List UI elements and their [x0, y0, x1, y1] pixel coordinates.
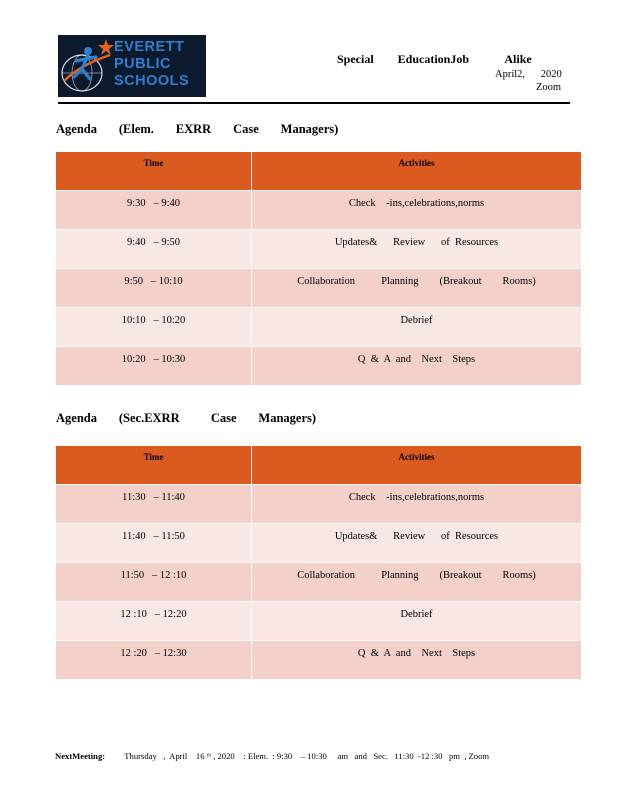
time-cell: 9:30 – 9:40 — [56, 191, 252, 229]
activity-cell: Collaboration Planning (Breakout Rooms) — [297, 276, 536, 287]
column-header-activities: Activities — [398, 452, 435, 462]
next-meeting-note — [55, 751, 489, 761]
table-row — [56, 230, 581, 269]
logo-line: SCHOOLS — [114, 73, 190, 89]
time-cell: 11:40 – 11:50 — [56, 524, 252, 562]
table-row — [56, 602, 581, 641]
activity-cell: Q & A and Next Steps — [357, 648, 476, 659]
table-row — [56, 563, 581, 602]
runner-globe-icon — [58, 35, 118, 97]
agenda-table-secondary — [56, 446, 581, 680]
table-row — [56, 269, 581, 308]
activity-cell: Check -ins,celebrations,norms — [348, 198, 485, 209]
time-cell: 9:50 – 10:10 — [56, 269, 252, 307]
table-row — [56, 308, 581, 347]
document-date: April2, 2020 — [495, 69, 562, 80]
activity-cell: Updates& Review of Resources — [334, 531, 499, 542]
logo-line: EVERETT — [114, 39, 185, 55]
time-cell: 12 :20 – 12:30 — [56, 641, 252, 679]
activity-cell: Debrief — [400, 315, 433, 326]
activity-cell: Check -ins,celebrations,norms — [348, 492, 485, 503]
table-header-row — [56, 152, 581, 191]
time-cell: 10:10 – 10:20 — [56, 308, 252, 346]
activity-cell: Updates& Review of Resources — [334, 237, 499, 248]
time-cell: 10:20 – 10:30 — [56, 347, 252, 385]
agenda-title-elementary: Agenda (Elem. EXRR Case Managers) — [56, 122, 339, 136]
column-header-activities: Activities — [398, 158, 435, 168]
column-header-time: Time — [56, 152, 252, 190]
next-meeting-label: NextMeeting: — [55, 751, 106, 761]
time-cell: 9:40 – 9:50 — [56, 230, 252, 268]
time-cell: 11:30 – 11:40 — [56, 485, 252, 523]
document-location: Zoom — [536, 82, 562, 93]
table-row — [56, 347, 581, 386]
logo-line: PUBLIC — [114, 56, 171, 72]
time-cell: 11:50 – 12 :10 — [56, 563, 252, 601]
logo-text — [114, 39, 206, 90]
next-meeting-details: Thursday , April 16 ᵗʰ , 2020 : Elem. : 9:30 – 10:30 am and Sec. 11:30 -12 :30 pm , Zoom — [124, 751, 490, 761]
agenda-title-secondary: Agenda (Sec.EXRR Case Managers) — [56, 411, 317, 425]
time-cell: 12 :10 – 12:20 — [56, 602, 252, 640]
agenda-table-elementary — [56, 152, 581, 386]
activity-cell: Q & A and Next Steps — [357, 354, 476, 365]
table-row — [56, 191, 581, 230]
document-title: Special EducationJob Alike — [337, 52, 532, 66]
activity-cell: Debrief — [400, 609, 433, 620]
table-header-row — [56, 446, 581, 485]
column-header-time: Time — [56, 446, 252, 484]
district-logo — [58, 35, 206, 97]
table-row — [56, 641, 581, 680]
table-row — [56, 524, 581, 563]
header-divider — [58, 102, 570, 104]
table-row — [56, 485, 581, 524]
activity-cell: Collaboration Planning (Breakout Rooms) — [297, 570, 536, 581]
